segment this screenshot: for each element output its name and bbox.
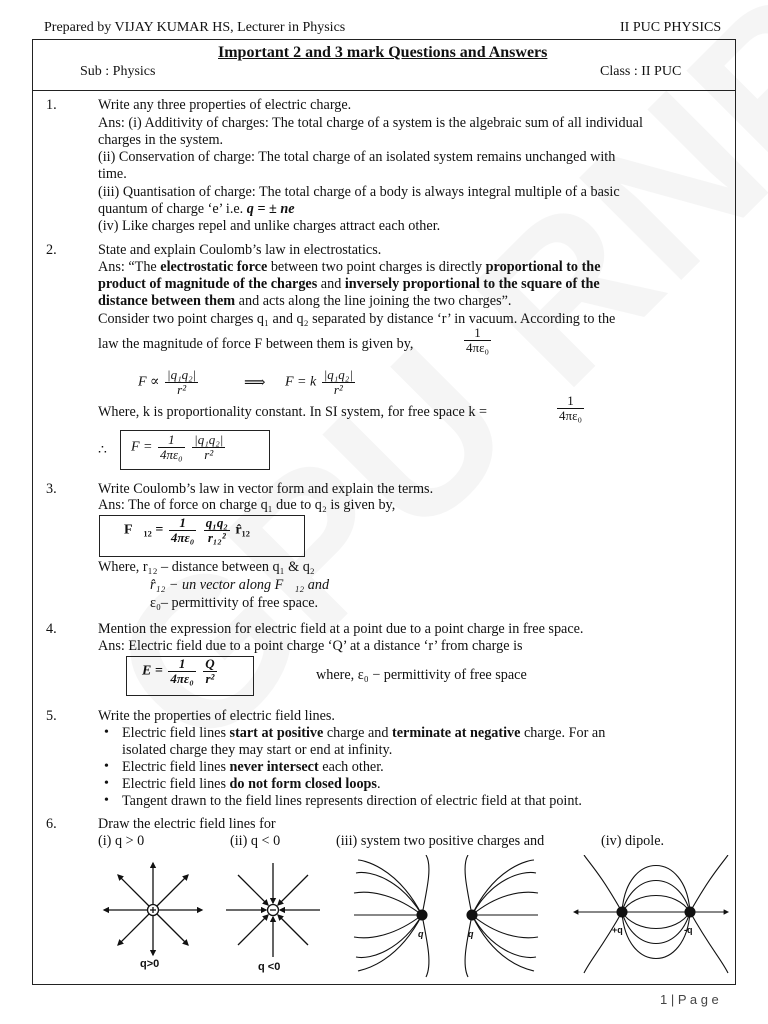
q1-number: 1. (46, 97, 57, 113)
q2-answer-line: Consider two point charges q₁ and q₂ separated by distance ‘r’ in vacuum. According to the (98, 311, 616, 327)
q5-number: 5. (46, 708, 57, 724)
q3-question: Write Coulomb’s law in vector form and explain the terms. (98, 481, 434, 497)
q1-answer-line: (iii) Quantisation of charge: The total charge of a body is always integral multiple of a basic (98, 184, 620, 200)
q5-question: Write the properties of electric field lines. (98, 708, 335, 724)
q3-term: r̂₁₂ − un vector along F⃗₁₂ and (150, 577, 330, 593)
q6-case-label: (iii) system two positive charges and (336, 833, 545, 849)
label-q-right: q (468, 929, 474, 939)
electric-field-formula: E = $\frac{1}{\text{4πε₀}}$ $\frac{Q}{\text{r²}}$ (142, 656, 215, 686)
label-plus-q: +q (612, 925, 623, 935)
q2-answer-line: Where, k is proportionality constant. In SI system, for free space k = (98, 404, 487, 420)
quantisation-formula: q = ± ne (246, 201, 295, 217)
q2-answer-line: product of magnitude of the charges and inversely proportional to the square of the (98, 276, 600, 292)
q6-question: Draw the electric field lines for (98, 816, 276, 832)
q4-number: 4. (46, 621, 57, 637)
q3-term: ε₀– permittivity of free space. (150, 595, 319, 611)
vector-coulomb-formula: F⃗₁₂ = $\frac{1}{\text{4πε₀}}$ $\frac{\text{q₁q₂}}{\text{r₁₂²}}$ r̂₁₂ (124, 515, 250, 545)
q6-number: 6. (46, 816, 57, 832)
q4-question: Mention the expression for electric field at a point due to a point charge in free space. (98, 621, 584, 637)
q4-where: where, ε₀ − permittivity of free space (316, 667, 527, 683)
title-divider (32, 90, 736, 91)
bullet: • (104, 725, 109, 740)
q5-point: Tangent drawn to the field lines represents direction of electric field at that point. (122, 793, 582, 809)
two-positive-charges-diagram (354, 855, 538, 977)
course-label: II PUC PHYSICS (620, 20, 722, 35)
q2-number: 2. (46, 242, 57, 258)
label-q-positive: q>0 (140, 958, 160, 970)
q1-answer-line: charges in the system. (98, 132, 224, 148)
q6-case-label: (i) q > 0 (98, 833, 145, 849)
q5-point: Electric field lines do not form closed loops. (122, 776, 381, 792)
page-title: Important 2 and 3 mark Questions and Answers (218, 44, 548, 61)
q6-case-label: (ii) q < 0 (230, 833, 281, 849)
class-label: Class : II PUC (600, 64, 682, 79)
label-q-left: q (418, 929, 424, 939)
q1-question: Write any three properties of electric charge. (98, 97, 352, 113)
bullet: • (104, 776, 109, 791)
bullet: • (104, 793, 109, 808)
k-value: $\frac{1}{\text{4πε₀}}$ (559, 393, 583, 423)
coulomb-law-formula: F = $\frac{1}{\text{4πε₀}}$ $\frac{\text{|q₁q₂|}}{\text{r²}}$ (131, 432, 224, 462)
subject-label: Sub : Physics (80, 64, 156, 79)
q2-answer-line: Ans: “The electrostatic force between two point charges is directly proportional to the (98, 259, 601, 275)
q5-point: Electric field lines start at positive charge and terminate at negative charge. For an (122, 725, 606, 741)
label-q-negative: q <0 (258, 961, 281, 973)
therefore-symbol: ∴ (98, 443, 107, 458)
positive-charge-field-diagram (104, 863, 202, 955)
proportionality-equation: F ∝ $\frac{\text{|q₁q₂|}}{\text{r²}}$ (138, 367, 197, 397)
field-lines-figure (96, 855, 736, 980)
q1-answer-line: quantum of charge ‘e’ i.e. q = ± ne (98, 201, 295, 217)
q1-answer-line: (ii) Conservation of charge: The total charge of an isolated system remains unchanged with (98, 149, 616, 165)
q1-answer-line: (iv) Like charges repel and unlike charges attract each other. (98, 218, 441, 234)
q3-answer-line: Ans: The of force on charge q₁ due to q₂ is given by, (98, 497, 396, 513)
page-number: 1 | P a g e (660, 992, 719, 1007)
q5-point: isolated charge they may start or end at infinity. (122, 742, 393, 758)
coulomb-equation: F = k $\frac{\text{|q₁q₂|}}{\text{r²}}$ (285, 367, 353, 397)
q3-number: 3. (46, 481, 57, 497)
q1-answer-line: Ans: (i) Additivity of charges: The total charge of a system is the algebraic sum of all individual (98, 115, 643, 131)
q2-answer-line: distance between them and acts along the line joining the two charges”. (98, 293, 512, 309)
q2-question: State and explain Coulomb’s law in electrostatics. (98, 242, 382, 258)
negative-charge-field-diagram (226, 863, 320, 957)
q4-answer-line: Ans: Electric field due to a point charge ‘Q’ at a distance ‘r’ from charge is (98, 638, 523, 654)
q3-term: Where, r₁₂ – distance between q₁ & q₂ (98, 559, 315, 575)
q1-answer-line: time. (98, 166, 127, 182)
q5-point: Electric field lines never intersect each other. (122, 759, 384, 775)
bullet: • (104, 759, 109, 774)
dipole-field-diagram (574, 855, 728, 973)
label-minus-q: -q (684, 925, 693, 935)
prepared-by: Prepared by VIJAY KUMAR HS, Lecturer in Physics (44, 20, 346, 35)
one-over-4pi-eps0: $\frac{1}{\text{4πε₀}}$ (466, 325, 490, 355)
implies-arrow: ⟹ (244, 375, 266, 391)
q6-case-label: (iv) dipole. (601, 833, 665, 849)
q2-answer-line: law the magnitude of force F between them is given by, (98, 336, 414, 352)
